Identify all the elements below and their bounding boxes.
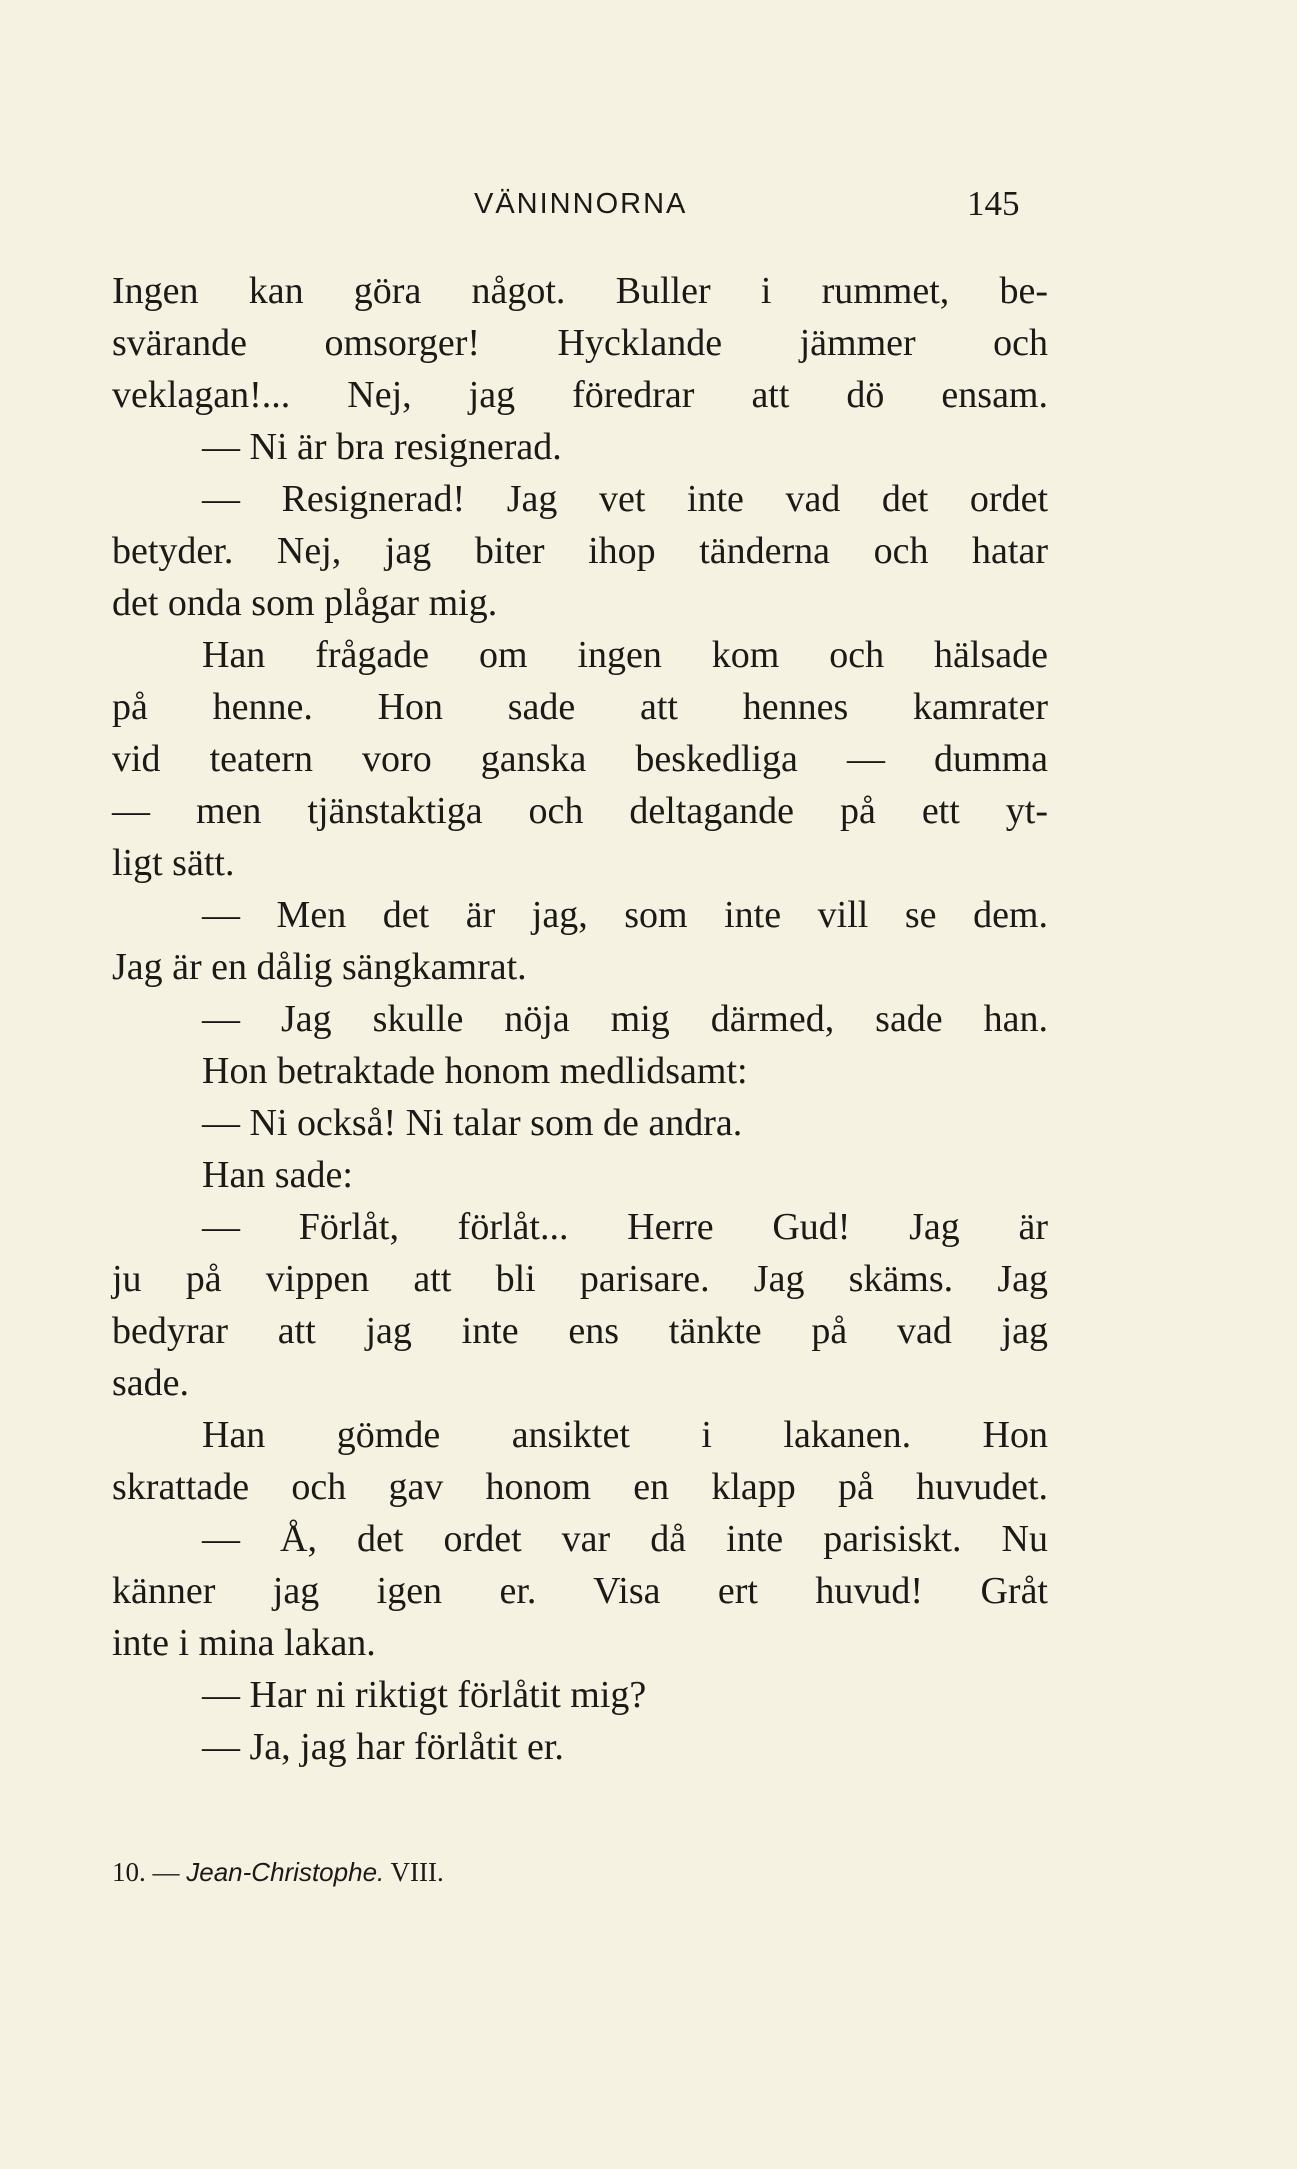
- text-line-26: känner jag igen er. Visa ert huvud! Gråt: [112, 1570, 1048, 1612]
- text-line-6: betyder. Nej, jag biter ihop tänderna och hatar: [112, 530, 1048, 572]
- text-line-28: — Har ni riktigt förlåtit mig?: [202, 1674, 647, 1716]
- text-line-7: det onda som plågar mig.: [112, 582, 498, 624]
- text-line-20: ju på vippen att bli parisare. Jag skäms. Jag: [112, 1258, 1048, 1300]
- text-line-3: veklagan!... Nej, jag föredrar att dö ensam.: [112, 374, 1048, 416]
- text-line-15: — Jag skulle nöja mig därmed, sade han.: [202, 998, 1048, 1040]
- text-line-14: Jag är en dålig sängkamrat.: [112, 946, 527, 988]
- text-line-17: — Ni också! Ni talar som de andra.: [202, 1102, 743, 1144]
- text-line-8: Han frågade om ingen kom och hälsade: [202, 634, 1048, 676]
- text-line-5: — Resignerad! Jag vet inte vad det ordet: [202, 478, 1048, 520]
- text-line-18: Han sade:: [202, 1154, 353, 1196]
- text-line-21: bedyrar att jag inte ens tänkte på vad jag: [112, 1310, 1048, 1352]
- text-line-13: — Men det är jag, som inte vill se dem.: [202, 894, 1048, 936]
- page-number: 145: [967, 184, 1020, 223]
- footer-signature: 10. —: [112, 1857, 180, 1887]
- text-line-4: — Ni är bra resignerad.: [202, 426, 562, 468]
- text-line-11: — men tjänstaktiga och deltagande på ett yt-: [112, 790, 1048, 832]
- text-line-1: Ingen kan göra något. Buller i rummet, be-: [112, 270, 1048, 312]
- footer-volume: VIII.: [390, 1857, 444, 1887]
- text-line-23: Han gömde ansiktet i lakanen. Hon: [202, 1414, 1048, 1456]
- text-line-19: — Förlåt, förlåt... Herre Gud! Jag är: [202, 1206, 1048, 1248]
- running-header: VÄNINNORNA: [474, 188, 688, 220]
- text-line-16: Hon betraktade honom medlidsamt:: [202, 1050, 748, 1092]
- text-line-29: — Ja, jag har förlåtit er.: [202, 1726, 564, 1768]
- signature-footer: [112, 1859, 444, 1886]
- text-line-27: inte i mina lakan.: [112, 1622, 376, 1664]
- text-line-22: sade.: [112, 1362, 190, 1404]
- text-line-12: ligt sätt.: [112, 842, 235, 884]
- footer-book-title: Jean-Christophe.: [186, 1857, 385, 1887]
- text-line-25: — Å, det ordet var då inte parisiskt. Nu: [202, 1518, 1048, 1560]
- text-line-10: vid teatern voro ganska beskedliga — dumma: [112, 738, 1048, 780]
- text-line-2: svärande omsorger! Hycklande jämmer och: [112, 322, 1048, 364]
- text-line-24: skrattade och gav honom en klapp på huvudet.: [112, 1466, 1048, 1508]
- text-line-9: på henne. Hon sade att hennes kamrater: [112, 686, 1048, 728]
